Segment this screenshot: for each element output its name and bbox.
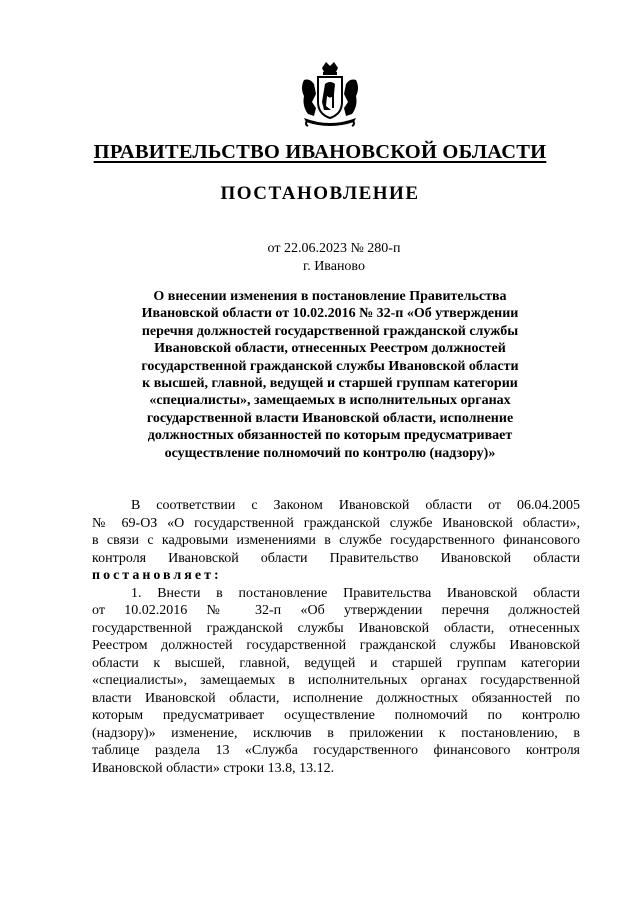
- item-line: Реестром должностей государственной гражданской службы Ивановской: [92, 638, 580, 653]
- item-1-paragraph: [92, 585, 580, 778]
- item-line: таблице раздела 13 «Служба государственного финансового контроля: [92, 743, 580, 758]
- document-date-number: от 22.06.2023 № 280-п: [267, 241, 401, 256]
- item-line: области к высшей, главной, ведущей и старшей группам категории: [92, 655, 580, 671]
- preamble-paragraph: [92, 497, 580, 585]
- subject-line: государственной власти Ивановской области, исполнение: [146, 410, 514, 426]
- document-body: [92, 497, 580, 777]
- subject-line: Ивановской области, отнесенных Реестром должностей: [154, 341, 506, 357]
- subject-line: к высшей, главной, ведущей и старшей группам категории: [142, 376, 518, 392]
- item-line: от 10.02.2016 № 32-п «Об утверждении перечня должностей: [92, 603, 580, 618]
- subject-line: Ивановской области от 10.02.2016 № 32-п «Об утверждении: [141, 306, 519, 322]
- preamble-line: В соответствии с Законом Ивановской области от 06.04.2005: [131, 498, 580, 513]
- item-line: 1. Внести в постановление Правительства Ивановской области: [131, 585, 580, 601]
- item-line: власти Ивановской области, исполнение должностных обязанностей по: [92, 690, 580, 706]
- item-line: «специалисты», замещаемых в исполнительных органах государственной: [92, 673, 580, 688]
- item-line: государственной гражданской службы Ивановской области, отнесенных: [92, 620, 580, 636]
- coat-of-arms-emblem-icon: [298, 58, 362, 128]
- document-city: г. Иваново: [303, 259, 365, 274]
- subject-line: должностных обязанностей по которым предусматривает: [147, 428, 513, 444]
- preamble-line: контроля Ивановской области Правительство Ивановской области: [92, 550, 580, 566]
- decree-word: постановляет:: [92, 568, 222, 583]
- item-line: Ивановской области» строки 13.8, 13.12.: [92, 760, 335, 776]
- subject-line: «специалисты», замещаемых в исполнительных органах: [149, 393, 511, 409]
- document-subject: [120, 288, 540, 462]
- document-type: ПОСТАНОВЛЕНИЕ: [220, 183, 420, 204]
- preamble-line: № 69-ОЗ «О государственной гражданской службе Ивановской области»,: [92, 515, 580, 531]
- subject-line: государственной гражданской службы Ивановской области: [141, 358, 519, 374]
- item-line: которым предусматривает осуществление полномочий по контролю: [92, 708, 580, 723]
- government-title: ПРАВИТЕЛЬСТВО ИВАНОВСКОЙ ОБЛАСТИ: [93, 141, 547, 163]
- subject-line: перечня должностей государственной гражданской службы: [141, 323, 519, 339]
- preamble-line: в связи с кадровыми изменениями в службе государственного финансового: [92, 533, 580, 548]
- subject-line: осуществление полномочий по контролю (надзору)»: [164, 445, 496, 461]
- item-line: (надзору)» изменение, исключив в приложении к постановлению, в: [92, 725, 580, 741]
- subject-line: О внесении изменения в постановление Правительства: [153, 289, 507, 304]
